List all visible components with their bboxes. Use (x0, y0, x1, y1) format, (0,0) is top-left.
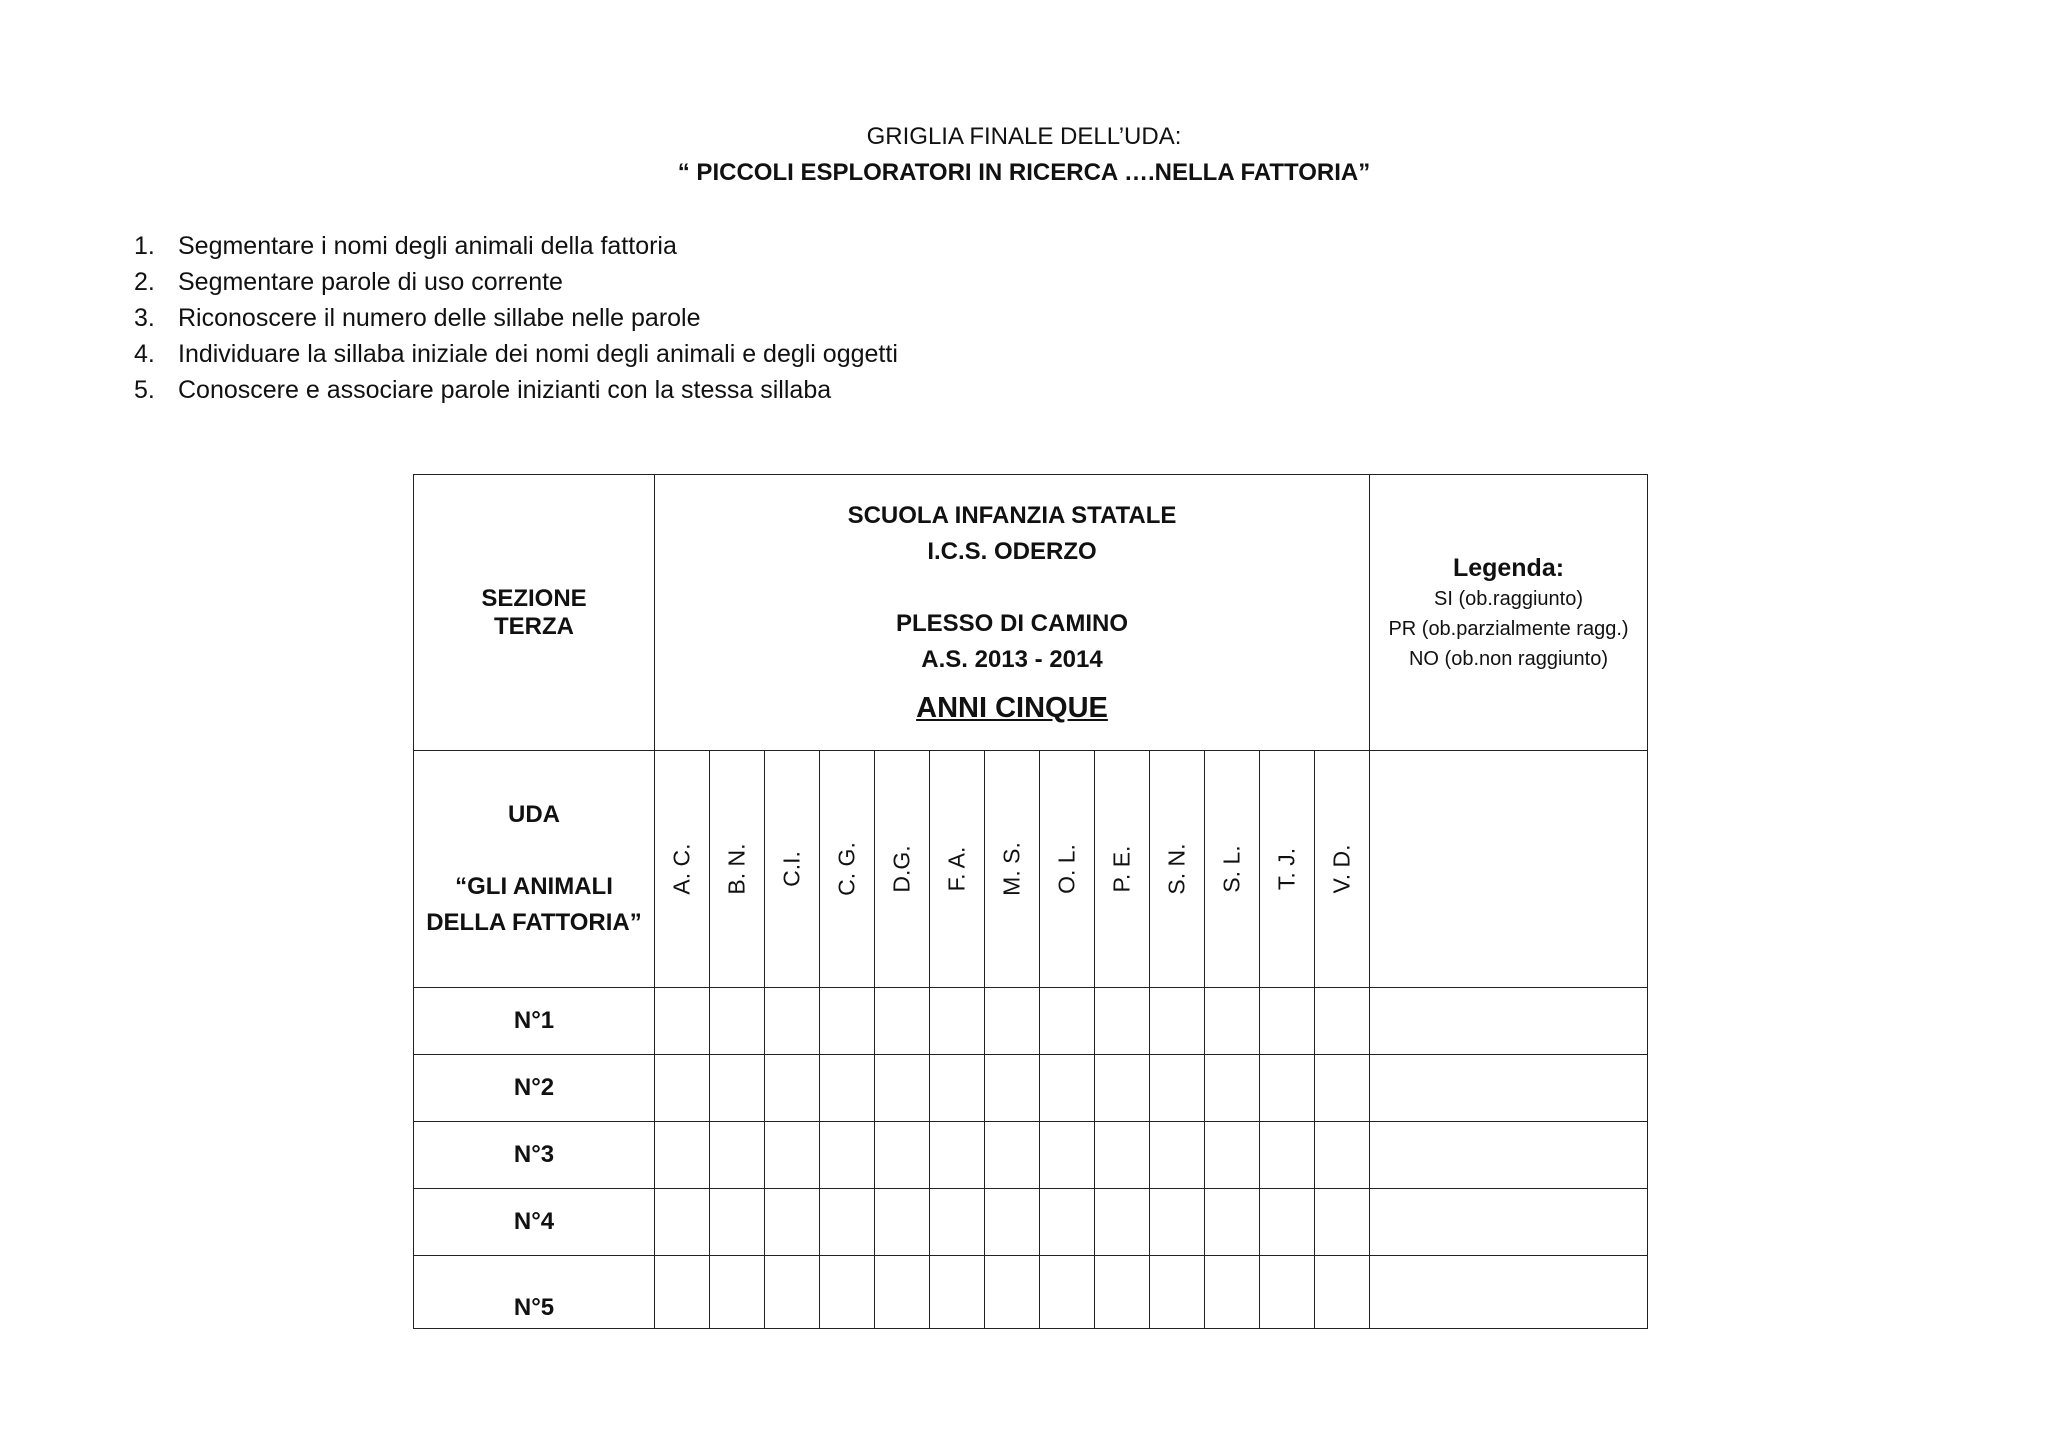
grid-cell (1095, 1122, 1150, 1189)
objective-text: Individuare la sillaba iniziale dei nomi degli animali e degli oggetti (178, 340, 898, 368)
student-header (1040, 751, 1095, 988)
grid-cell (1095, 1055, 1150, 1122)
table-row (414, 1055, 1648, 1122)
legend-entry: PR (ob.parzialmente ragg.) (1388, 617, 1629, 640)
student-header (765, 751, 820, 988)
section-label: SEZIONE (481, 584, 587, 612)
table-row (414, 1256, 1648, 1329)
school-plesso: PLESSO DI CAMINO (895, 609, 1129, 637)
grid-cell (765, 1122, 820, 1189)
student-initials: O. L. (1053, 844, 1080, 894)
grid-cell (875, 1256, 930, 1329)
grid-cell (820, 1256, 875, 1329)
uda-title-line: DELLA FATTORIA” (426, 909, 642, 936)
objective-number: 2. (134, 268, 155, 296)
document-subtitle: “ PICCOLI ESPLORATORI IN RICERCA ….NELLA FATTORIA” (677, 159, 1371, 186)
grid-cell (875, 988, 930, 1055)
grid-cell (820, 988, 875, 1055)
grid-cell (1260, 1122, 1315, 1189)
grid-cell (1315, 1122, 1370, 1189)
student-initials: S. N. (1163, 843, 1190, 895)
student-header (930, 751, 985, 988)
grid-cell (930, 1256, 985, 1329)
grid-cell (1040, 1122, 1095, 1189)
school-year: A.S. 2013 - 2014 (921, 645, 1103, 673)
grid-cell (1370, 988, 1648, 1055)
table-row (414, 1189, 1648, 1256)
list-item (134, 336, 898, 372)
grid-cell (765, 1256, 820, 1329)
table-row (414, 988, 1648, 1055)
grid-cell (655, 1122, 710, 1189)
objectives-list (134, 228, 898, 408)
row-label: N°1 (414, 988, 655, 1055)
grid-cell (875, 1055, 930, 1122)
grid-cell (820, 1189, 875, 1256)
section-value: TERZA (494, 612, 574, 640)
grid-cell (1095, 988, 1150, 1055)
grid-cell (875, 1122, 930, 1189)
student-header (1315, 751, 1370, 988)
grid-cell (985, 1055, 1040, 1122)
section-cell (414, 475, 655, 751)
grid-cell (985, 1256, 1040, 1329)
student-initials: C.I. (778, 851, 805, 887)
grid-cell (1370, 1055, 1648, 1122)
student-header (875, 751, 930, 988)
grid-cell (930, 1189, 985, 1256)
uda-label: UDA (508, 801, 560, 828)
objective-number: 1. (134, 232, 155, 260)
grid-cell (820, 1122, 875, 1189)
grid-cell (1040, 988, 1095, 1055)
grid-cell (1040, 1055, 1095, 1122)
grid-cell (1095, 1256, 1150, 1329)
grid-cell (765, 988, 820, 1055)
grid-cell (655, 1256, 710, 1329)
grid-cell (1370, 1189, 1648, 1256)
grid-cell (1150, 1256, 1205, 1329)
grid-cell (1040, 1256, 1095, 1329)
grid-cell (1315, 1055, 1370, 1122)
grid-cell (710, 988, 765, 1055)
list-item (134, 372, 898, 408)
student-initials: C. G. (833, 842, 860, 896)
grid-cell (1040, 1189, 1095, 1256)
row-label: N°5 (414, 1256, 655, 1329)
grid-cell (1095, 1189, 1150, 1256)
row-label: N°2 (414, 1055, 655, 1122)
grid-cell (710, 1122, 765, 1189)
grid-cell (930, 1122, 985, 1189)
grid-cell (985, 1189, 1040, 1256)
grid-cell (655, 1189, 710, 1256)
school-institute: I.C.S. ODERZO (927, 537, 1097, 565)
school-name: SCUOLA INFANZIA STATALE (847, 501, 1177, 529)
grid-cell (1370, 1256, 1648, 1329)
grid-cell (930, 1055, 985, 1122)
grid-cell (1205, 1055, 1260, 1122)
uda-title-line: “GLI ANIMALI (455, 873, 613, 900)
objective-text: Riconoscere il numero delle sillabe nelle parole (178, 304, 701, 332)
grid-cell (875, 1189, 930, 1256)
legend-entry: SI (ob.raggiunto) (1434, 587, 1583, 610)
student-header (820, 751, 875, 988)
uda-cell (414, 751, 655, 988)
row-label: N°4 (414, 1189, 655, 1256)
objective-text: Conoscere e associare parole inizianti con la stessa sillaba (178, 376, 832, 404)
grid-cell (820, 1055, 875, 1122)
student-initials: T. J. (1273, 847, 1300, 891)
student-initials: S. L. (1218, 845, 1245, 893)
grid-cell (1150, 1189, 1205, 1256)
student-header (655, 751, 710, 988)
grid-cell (985, 988, 1040, 1055)
student-initials: M. S. (998, 842, 1025, 896)
list-item (134, 264, 898, 300)
student-header (1095, 751, 1150, 988)
grid-cell (1315, 1189, 1370, 1256)
legend-title: Legenda: (1452, 553, 1565, 582)
student-initials: B. N. (723, 843, 750, 895)
student-initials: D.G. (888, 845, 915, 893)
grid-cell (1150, 1055, 1205, 1122)
grid-cell (1315, 988, 1370, 1055)
grid-cell (765, 1189, 820, 1256)
objective-number: 4. (134, 340, 155, 368)
grid-cell (1205, 1122, 1260, 1189)
school-info-cell (655, 475, 1370, 751)
student-header (710, 751, 765, 988)
student-header (1150, 751, 1205, 988)
grid-cell (1370, 1122, 1648, 1189)
grid-cell (1205, 1189, 1260, 1256)
student-initials: P. E. (1108, 845, 1135, 893)
objective-number: 3. (134, 304, 155, 332)
objective-text: Segmentare parole di uso corrente (178, 268, 563, 296)
document-title: GRIGLIA FINALE DELL’UDA: (866, 123, 1182, 150)
grid-cell (1150, 988, 1205, 1055)
student-initials: A. C. (668, 843, 695, 895)
grid-cell (985, 1122, 1040, 1189)
row-label: N°3 (414, 1122, 655, 1189)
legend-entry: NO (ob.non raggiunto) (1408, 647, 1608, 670)
age-group-heading: ANNI CINQUE (916, 691, 1108, 724)
grid-cell (765, 1055, 820, 1122)
grid-cell (655, 988, 710, 1055)
list-item (134, 228, 898, 264)
student-header (1260, 751, 1315, 988)
evaluation-grid (413, 474, 1648, 1329)
objective-number: 5. (134, 376, 155, 404)
legend-cell (1370, 475, 1648, 751)
grid-cell (710, 1055, 765, 1122)
objective-text: Segmentare i nomi degli animali della fattoria (178, 232, 677, 260)
student-header (985, 751, 1040, 988)
grid-cell (930, 988, 985, 1055)
grid-cell (1150, 1122, 1205, 1189)
grid-cell (1205, 1256, 1260, 1329)
table-row (414, 1122, 1648, 1189)
student-header (1205, 751, 1260, 988)
grid-cell (1260, 1055, 1315, 1122)
empty-cell (1370, 751, 1648, 988)
grid-cell (710, 1189, 765, 1256)
grid-cell (655, 1055, 710, 1122)
grid-cell (1205, 988, 1260, 1055)
grid-cell (1260, 988, 1315, 1055)
list-item (134, 300, 898, 336)
grid-cell (1315, 1256, 1370, 1329)
grid-cell (710, 1256, 765, 1329)
grid-cell (1260, 1189, 1315, 1256)
student-initials: V. D. (1328, 844, 1355, 894)
student-initials: F. A. (943, 846, 970, 892)
grid-cell (1260, 1256, 1315, 1329)
